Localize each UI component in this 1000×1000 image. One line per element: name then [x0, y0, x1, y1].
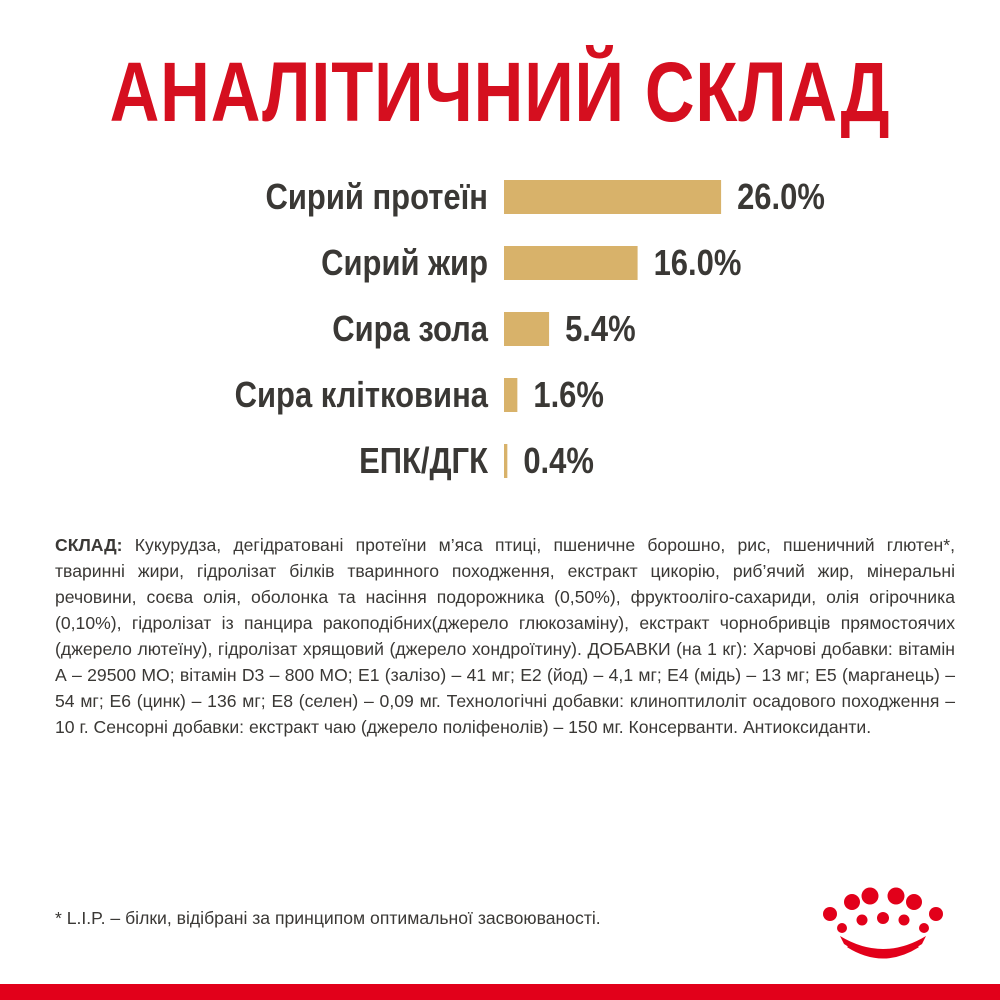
category-label: Сира клітковина	[234, 375, 488, 416]
value-label: 0.4%	[523, 441, 594, 482]
analytic-composition-chart	[0, 160, 1000, 500]
value-label: 26.0%	[737, 177, 825, 218]
composition-heading: СКЛАД:	[55, 535, 123, 555]
bar-4	[504, 444, 507, 478]
category-label: Сирий жир	[321, 243, 488, 284]
footnote: * L.I.P. – білки, відібрані за принципом оптимальної засвоюваності.	[55, 908, 601, 928]
value-label: 1.6%	[533, 375, 604, 416]
bar-3	[504, 378, 517, 412]
royal-canin-crown-icon	[818, 880, 948, 960]
page-title: АНАЛІТИЧНИЙ СКЛАД	[109, 45, 891, 139]
value-label: 5.4%	[565, 309, 636, 350]
bar-0	[504, 180, 721, 214]
bottom-brand-bar	[0, 984, 1000, 1000]
value-label: 16.0%	[653, 243, 742, 284]
composition-body: Кукурудза, дегідратовані протеїни м’яса птиці, пшеничне борошно, рис, пшеничний глютен*, тваринні жири, гідролізат білків тваринного походження, екстракт цикорію, риб’ячий жир, мінеральні речовини, соєва олія, оболонка та насіння подорожника (0,50%), фруктоолігo-сахариди, олія огірочника (0,10%), гідролізат із панцира ракоподібних(джерело глюкозаміну), екстракт чорнобривців прямостоячих (джерело лютеїну), гідролізат хрящовий (джерело хондроїтину). ДОБАВКИ (на 1 кг): Харчові добавки: вітамін А – 29500 МО; вітамін D3 – 800 МО; Е1 (залізо) – 41 мг; Е2 (йод) – 4,1 мг; Е4 (мідь) – 13 мг; Е5 (марганець) – 54 мг; Е6 (цинк) – 136 мг; Е8 (селен) – 0,09 мг. Технологічні добавки: клиноптилоліт осадового походження – 10 г. Сенсорні добавки: екстракт чаю (джерело поліфенолів) – 150 мг. Консерванти. Антиоксиданти.	[55, 535, 955, 737]
bar-2	[504, 312, 549, 346]
category-label: Сира зола	[332, 309, 488, 350]
bar-1	[504, 246, 638, 280]
category-label: ЕПК/ДГК	[359, 441, 488, 482]
composition-text	[55, 532, 955, 740]
category-label: Сирий протеїн	[265, 177, 488, 218]
